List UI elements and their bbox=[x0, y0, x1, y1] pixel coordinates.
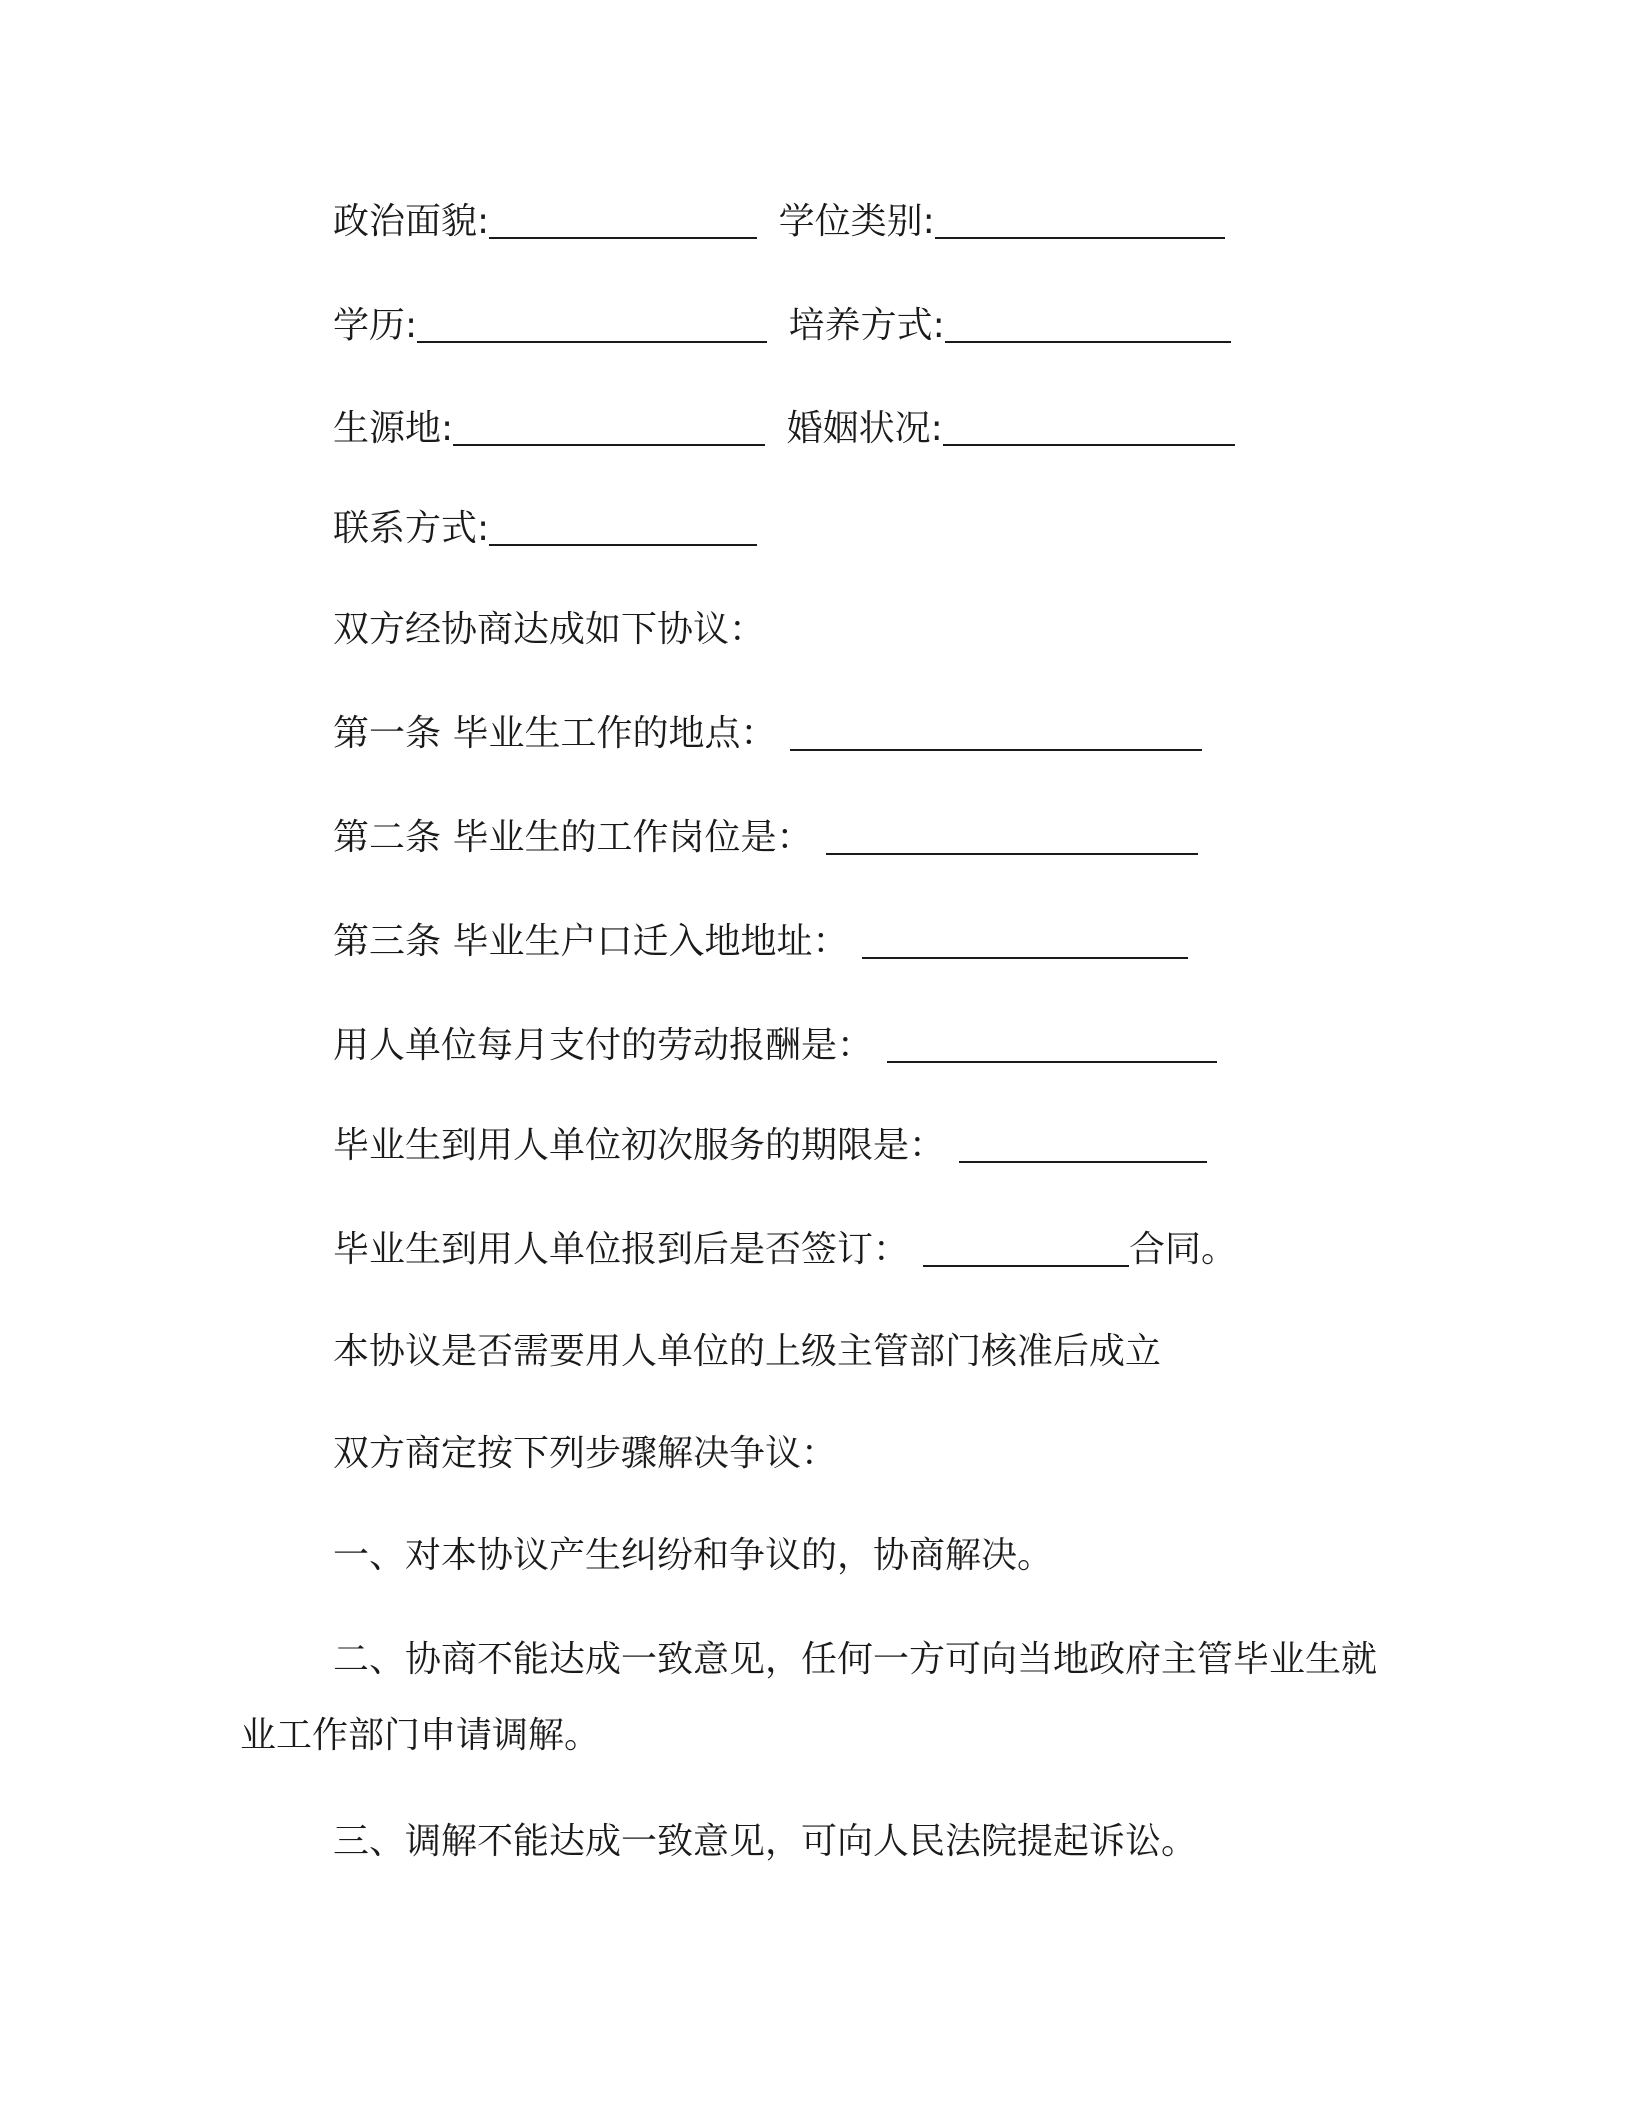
article-3-text: 第三条 毕业生户口迁入地地址： bbox=[333, 921, 849, 962]
salary-blank[interactable] bbox=[887, 1025, 1217, 1063]
agreement-intro: 双方经协商达成如下协议： bbox=[333, 609, 766, 650]
contract-suffix-text: 合同。 bbox=[1129, 1229, 1238, 1270]
salary-row bbox=[333, 1022, 1217, 1070]
dispute-step-1: 一、对本协议产生纠纷和争议的，协商解决。 bbox=[333, 1535, 1054, 1576]
education-blank[interactable] bbox=[417, 305, 767, 343]
training-mode-blank[interactable] bbox=[945, 305, 1231, 343]
service-period-blank[interactable] bbox=[959, 1125, 1207, 1163]
political-status-blank[interactable] bbox=[489, 201, 757, 239]
origin-place-blank[interactable] bbox=[453, 408, 765, 446]
contact-blank[interactable] bbox=[489, 508, 757, 546]
contract-blank[interactable] bbox=[923, 1229, 1129, 1267]
dispute-intro: 双方商定按下列步骤解决争议： bbox=[333, 1433, 838, 1474]
political-status-label: 政治面貌: bbox=[333, 201, 490, 242]
form-row-origin-marital bbox=[333, 405, 1235, 453]
article-1-row bbox=[333, 710, 1202, 758]
approval-text: 本协议是否需要用人单位的上级主管部门核准后成立 bbox=[333, 1331, 1162, 1372]
salary-text: 用人单位每月支付的劳动报酬是： bbox=[333, 1025, 874, 1066]
service-period-row bbox=[333, 1122, 1207, 1170]
marital-status-label: 婚姻状况: bbox=[786, 408, 943, 449]
article-2-text: 第二条 毕业生的工作岗位是： bbox=[333, 817, 813, 858]
article-3-blank[interactable] bbox=[862, 921, 1188, 959]
contract-prefix-text: 毕业生到用人单位报到后是否签订： bbox=[333, 1229, 910, 1270]
form-row-education-training bbox=[333, 302, 1231, 350]
marital-status-blank[interactable] bbox=[943, 408, 1235, 446]
contract-row bbox=[333, 1226, 1237, 1274]
origin-place-label: 生源地: bbox=[333, 408, 454, 449]
education-label: 学历: bbox=[333, 305, 418, 346]
dispute-step-2: 二、协商不能达成一致意见，任何一方可向当地政府主管毕业生就业工作部门申请调解。 bbox=[240, 1639, 1378, 1756]
form-row-contact bbox=[333, 505, 757, 553]
article-1-text: 第一条 毕业生工作的地点： bbox=[333, 713, 777, 754]
contact-label: 联系方式: bbox=[333, 508, 490, 549]
article-1-blank[interactable] bbox=[790, 713, 1202, 751]
degree-type-label: 学位类别: bbox=[778, 201, 935, 242]
article-2-blank[interactable] bbox=[826, 817, 1198, 855]
dispute-step-3: 三、调解不能达成一致意见，可向人民法院提起诉讼。 bbox=[333, 1821, 1198, 1862]
article-3-row bbox=[333, 918, 1188, 966]
service-period-text: 毕业生到用人单位初次服务的期限是： bbox=[333, 1125, 946, 1166]
article-2-row bbox=[333, 814, 1198, 862]
degree-type-blank[interactable] bbox=[935, 201, 1225, 239]
form-row-political-degree bbox=[333, 198, 1225, 246]
training-mode-label: 培养方式: bbox=[788, 305, 945, 346]
